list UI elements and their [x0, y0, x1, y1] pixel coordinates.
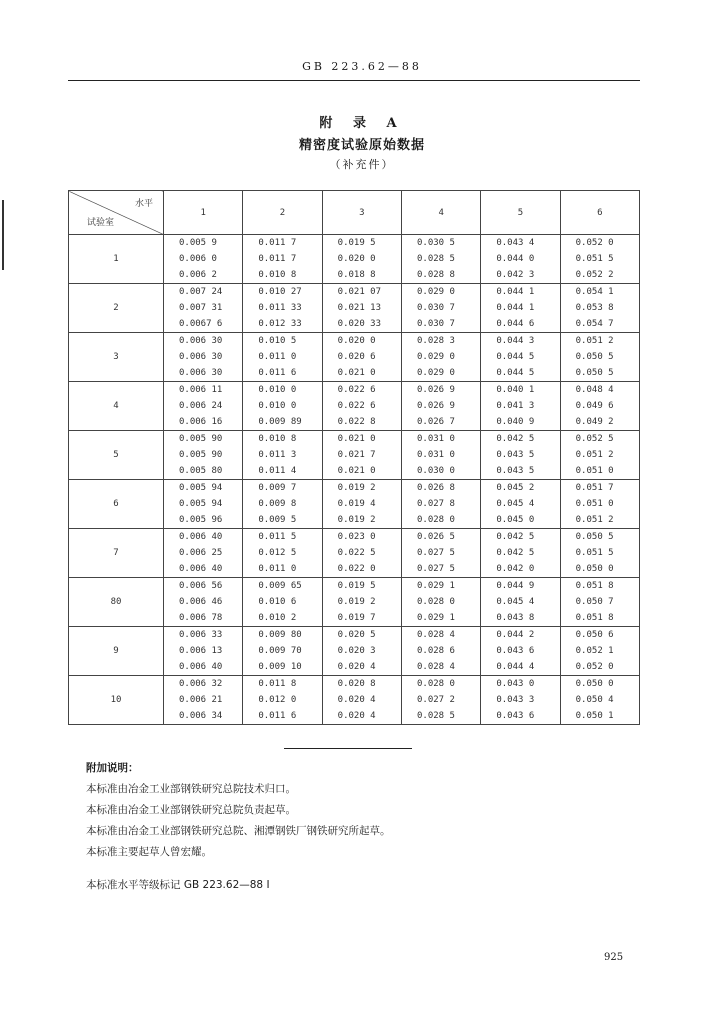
- measurement-value: 0.050 1: [575, 711, 614, 721]
- measurement-value: 0.050 5: [575, 352, 614, 362]
- measurement-value: 0.043 8: [496, 613, 535, 623]
- measurement-value: 0.031 0: [416, 434, 455, 444]
- measurement-value: 0.028 8: [416, 270, 455, 280]
- measurement-cell: [322, 284, 401, 333]
- measurement-cell: [243, 431, 322, 480]
- measurement-value: 0.011 0: [258, 352, 297, 362]
- measurement-value: 0.010 8: [258, 270, 297, 280]
- measurement-cell: [243, 333, 322, 382]
- measurement-value: 0.050 5: [575, 532, 614, 542]
- measurement-value: 0.051 8: [575, 613, 614, 623]
- measurement-value: 0.051 0: [575, 466, 614, 476]
- measurement-value: 0.010 27: [258, 287, 302, 297]
- measurement-value: 0.029 0: [416, 368, 455, 378]
- measurement-value: 0.006 56: [179, 581, 223, 591]
- measurement-value: 0.029 0: [416, 287, 455, 297]
- measurement-value: 0.009 10: [258, 662, 302, 672]
- measurement-value: 0.006 25: [179, 548, 223, 558]
- measurement-value: 0.006 0: [179, 254, 217, 264]
- lab-label: 7: [69, 529, 164, 578]
- measurement-value: 0.044 2: [496, 630, 535, 640]
- measurement-value: 0.011 6: [258, 368, 297, 378]
- measurement-value: 0.050 5: [575, 368, 614, 378]
- measurement-cell: [401, 382, 480, 431]
- measurement-value: 0.006 40: [179, 564, 223, 574]
- measurement-value: 0.026 9: [416, 401, 455, 411]
- measurement-value: 0.022 5: [337, 548, 376, 558]
- measurement-value: 0.020 4: [337, 662, 376, 672]
- note-line: 本标准由冶金工业部钢铁研究总院、湘潭钢铁厂钢铁研究所起草。: [86, 825, 391, 837]
- measurement-cell: [401, 431, 480, 480]
- measurement-value: 0.042 5: [496, 532, 535, 542]
- measurement-value: 0.051 0: [575, 499, 614, 509]
- measurement-cell: [243, 284, 322, 333]
- measurement-value: 0.026 7: [416, 417, 455, 427]
- measurement-value: 0.043 6: [496, 646, 535, 656]
- measurement-value: 0.031 0: [416, 450, 455, 460]
- measurement-cell: [481, 676, 560, 725]
- level-header: 4: [401, 191, 480, 235]
- binding-mark: [2, 200, 4, 270]
- measurement-value: 0.006 30: [179, 336, 223, 346]
- measurement-value: 0.011 3: [258, 450, 297, 460]
- measurement-value: 0.022 6: [337, 385, 376, 395]
- measurement-value: 0.012 5: [258, 548, 297, 558]
- measurement-value: 0.006 11: [179, 385, 223, 395]
- measurement-value: 0.043 5: [496, 466, 535, 476]
- measurement-value: 0.018 8: [337, 270, 376, 280]
- measurement-cell: [560, 431, 639, 480]
- measurement-value: 0.019 2: [337, 483, 376, 493]
- measurement-cell: [322, 235, 401, 284]
- measurement-value: 0.005 90: [179, 450, 223, 460]
- measurement-value: 0.028 0: [416, 597, 455, 607]
- measurement-value: 0.006 33: [179, 630, 223, 640]
- measurement-value: 0.043 3: [496, 695, 535, 705]
- measurement-cell: [322, 529, 401, 578]
- measurement-value: 0.042 5: [496, 434, 535, 444]
- lab-label: 1: [69, 235, 164, 284]
- measurement-value: 0.044 9: [496, 581, 535, 591]
- note-line: 本标准由冶金工业部钢铁研究总院负责起草。: [86, 804, 296, 816]
- appendix-note: （补充件）: [329, 158, 395, 171]
- lab-label: 80: [69, 578, 164, 627]
- measurement-value: 0.011 4: [258, 466, 297, 476]
- measurement-value: 0.006 21: [179, 695, 223, 705]
- measurement-cell: [401, 235, 480, 284]
- measurement-value: 0.051 2: [575, 450, 614, 460]
- measurement-cell: [322, 676, 401, 725]
- measurement-value: 0.045 4: [496, 499, 535, 509]
- measurement-cell: [481, 284, 560, 333]
- measurement-value: 0.021 7: [337, 450, 376, 460]
- measurement-value: 0.028 5: [416, 711, 455, 721]
- measurement-cell: [560, 529, 639, 578]
- measurement-cell: [322, 333, 401, 382]
- measurement-value: 0.007 24: [179, 287, 223, 297]
- measurement-value: 0.020 3: [337, 646, 376, 656]
- measurement-value: 0.042 0: [496, 564, 535, 574]
- appendix-subtitle: 精密度试验原始数据: [298, 138, 425, 153]
- measurement-value: 0.052 0: [575, 238, 614, 248]
- measurement-value: 0.009 70: [258, 646, 302, 656]
- measurement-value: 0.045 4: [496, 597, 535, 607]
- measurement-value: 0.006 30: [179, 352, 223, 362]
- measurement-value: 0.006 40: [179, 662, 223, 672]
- measurement-value: 0.027 2: [416, 695, 455, 705]
- measurement-value: 0.006 34: [179, 711, 223, 721]
- measurement-cell: [560, 578, 639, 627]
- measurement-value: 0.010 2: [258, 613, 297, 623]
- measurement-value: 0.005 94: [179, 499, 223, 509]
- measurement-value: 0.052 2: [575, 270, 614, 280]
- lab-row: [69, 284, 640, 333]
- measurement-cell: [164, 431, 243, 480]
- level-header: 6: [560, 191, 639, 235]
- measurement-value: 0.022 0: [337, 564, 376, 574]
- measurement-cell: [164, 578, 243, 627]
- measurement-value: 0.040 9: [496, 417, 535, 427]
- measurement-value: 0.028 0: [416, 679, 455, 689]
- measurement-value: 0.044 6: [496, 319, 535, 329]
- measurement-value: 0.045 2: [496, 483, 535, 493]
- measurement-value: 0.041 3: [496, 401, 535, 411]
- measurement-value: 0.044 1: [496, 287, 535, 297]
- measurement-value: 0.043 6: [496, 711, 535, 721]
- measurement-cell: [401, 578, 480, 627]
- measurement-value: 0.011 5: [258, 532, 297, 542]
- measurement-value: 0.021 0: [337, 466, 376, 476]
- measurement-value: 0.006 46: [179, 597, 223, 607]
- lab-row: [69, 333, 640, 382]
- measurement-value: 0.020 5: [337, 630, 376, 640]
- measurement-value: 0.050 7: [575, 597, 614, 607]
- measurement-value: 0.009 89: [258, 417, 302, 427]
- lab-row: [69, 578, 640, 627]
- measurement-cell: [560, 284, 639, 333]
- lab-label: 2: [69, 284, 164, 333]
- measurement-value: 0.009 65: [258, 581, 302, 591]
- measurement-value: 0.044 0: [496, 254, 535, 264]
- measurement-value: 0.051 2: [575, 336, 614, 346]
- measurement-value: 0.022 8: [337, 417, 376, 427]
- lab-row: [69, 627, 640, 676]
- measurement-value: 0.020 8: [337, 679, 376, 689]
- measurement-value: 0.006 16: [179, 417, 223, 427]
- measurement-value: 0.026 5: [416, 532, 455, 542]
- measurement-cell: [481, 235, 560, 284]
- measurement-value: 0.011 7: [258, 254, 297, 264]
- measurement-value: 0.010 0: [258, 401, 297, 411]
- measurement-cell: [243, 627, 322, 676]
- measurement-value: 0.006 78: [179, 613, 223, 623]
- measurement-value: 0.050 0: [575, 564, 614, 574]
- note-line: 本标准由冶金工业部钢铁研究总院技术归口。: [86, 783, 296, 795]
- measurement-value: 0.051 7: [575, 483, 614, 493]
- measurement-value: 0.011 8: [258, 679, 297, 689]
- measurement-value: 0.030 0: [416, 466, 455, 476]
- measurement-cell: [164, 382, 243, 431]
- measurement-value: 0.028 3: [416, 336, 455, 346]
- measurement-value: 0.054 1: [575, 287, 614, 297]
- measurement-value: 0.020 0: [337, 336, 376, 346]
- measurement-value: 0.010 6: [258, 597, 297, 607]
- measurement-value: 0.0067 6: [179, 319, 223, 329]
- measurement-value: 0.028 6: [416, 646, 455, 656]
- page-number: 925: [604, 952, 624, 963]
- notes-title: 附加说明：: [86, 762, 139, 774]
- measurement-value: 0.050 6: [575, 630, 614, 640]
- measurement-cell: [401, 627, 480, 676]
- measurement-value: 0.044 4: [496, 662, 535, 672]
- measurement-value: 0.006 2: [179, 270, 217, 280]
- measurement-cell: [243, 529, 322, 578]
- lab-row: [69, 235, 640, 284]
- measurement-value: 0.007 31: [179, 303, 223, 313]
- measurement-cell: [560, 333, 639, 382]
- measurement-cell: [243, 578, 322, 627]
- measurement-value: 0.011 33: [258, 303, 302, 313]
- measurement-value: 0.026 9: [416, 385, 455, 395]
- measurement-cell: [481, 382, 560, 431]
- measurement-cell: [481, 578, 560, 627]
- measurement-value: 0.006 24: [179, 401, 223, 411]
- measurement-value: 0.030 5: [416, 238, 455, 248]
- measurement-cell: [164, 235, 243, 284]
- measurement-value: 0.020 4: [337, 695, 376, 705]
- measurement-value: 0.019 5: [337, 238, 376, 248]
- measurement-value: 0.006 30: [179, 368, 223, 378]
- note-line: 本标准主要起草人曾宏耀。: [86, 846, 212, 858]
- lab-label: 6: [69, 480, 164, 529]
- corner-lab-label: 试验室: [87, 218, 115, 228]
- measurement-value: 0.020 0: [337, 254, 376, 264]
- measurement-value: 0.010 5: [258, 336, 297, 346]
- measurement-cell: [164, 676, 243, 725]
- lab-label: 4: [69, 382, 164, 431]
- measurement-value: 0.021 07: [337, 287, 382, 297]
- level-header: 3: [322, 191, 401, 235]
- measurement-value: 0.011 6: [258, 711, 297, 721]
- measurement-value: 0.019 2: [337, 515, 376, 525]
- level-header: 2: [243, 191, 322, 235]
- measurement-value: 0.028 5: [416, 254, 455, 264]
- measurement-cell: [164, 529, 243, 578]
- measurement-value: 0.009 80: [258, 630, 302, 640]
- measurement-value: 0.027 5: [416, 548, 455, 558]
- measurement-cell: [481, 431, 560, 480]
- measurement-value: 0.005 94: [179, 483, 223, 493]
- measurement-value: 0.005 90: [179, 434, 223, 444]
- measurement-cell: [481, 627, 560, 676]
- measurement-value: 0.012 33: [258, 319, 302, 329]
- level-header: 1: [164, 191, 243, 235]
- measurement-value: 0.043 4: [496, 238, 535, 248]
- measurement-value: 0.040 1: [496, 385, 535, 395]
- measurement-cell: [322, 382, 401, 431]
- measurement-value: 0.021 0: [337, 434, 376, 444]
- measurement-cell: [401, 529, 480, 578]
- measurement-value: 0.022 6: [337, 401, 376, 411]
- measurement-cell: [322, 480, 401, 529]
- measurement-value: 0.051 8: [575, 581, 614, 591]
- measurement-value: 0.012 0: [258, 695, 297, 705]
- measurement-value: 0.019 5: [337, 581, 376, 591]
- measurement-value: 0.054 7: [575, 319, 614, 329]
- measurement-cell: [401, 333, 480, 382]
- measurement-cell: [560, 480, 639, 529]
- measurement-value: 0.053 8: [575, 303, 614, 313]
- measurement-cell: [243, 382, 322, 431]
- measurement-value: 0.020 4: [337, 711, 376, 721]
- measurement-cell: [481, 333, 560, 382]
- lab-label: 9: [69, 627, 164, 676]
- measurement-value: 0.010 0: [258, 385, 297, 395]
- measurement-cell: [560, 382, 639, 431]
- measurement-value: 0.028 4: [416, 662, 455, 672]
- measurement-value: 0.026 8: [416, 483, 455, 493]
- precision-data-table: [68, 190, 640, 725]
- additional-notes: [86, 760, 391, 863]
- measurement-value: 0.020 33: [337, 319, 382, 329]
- measurement-value: 0.005 80: [179, 466, 223, 476]
- measurement-cell: [322, 578, 401, 627]
- measurement-value: 0.020 6: [337, 352, 376, 362]
- measurement-value: 0.011 0: [258, 564, 297, 574]
- measurement-cell: [401, 676, 480, 725]
- measurement-value: 0.028 0: [416, 515, 455, 525]
- measurement-cell: [401, 480, 480, 529]
- measurement-cell: [164, 284, 243, 333]
- measurement-value: 0.029 1: [416, 613, 455, 623]
- measurement-value: 0.029 1: [416, 581, 455, 591]
- measurement-value: 0.044 1: [496, 303, 535, 313]
- measurement-cell: [243, 480, 322, 529]
- measurement-value: 0.051 5: [575, 254, 614, 264]
- measurement-cell: [481, 529, 560, 578]
- measurement-value: 0.052 0: [575, 662, 614, 672]
- measurement-value: 0.042 5: [496, 548, 535, 558]
- standard-code-header: GB 223.62—88: [302, 60, 422, 73]
- measurement-value: 0.009 8: [258, 499, 297, 509]
- measurement-cell: [401, 284, 480, 333]
- measurement-cell: [560, 235, 639, 284]
- measurement-value: 0.006 32: [179, 679, 223, 689]
- measurement-value: 0.043 5: [496, 450, 535, 460]
- appendix-title: 附 录 A: [319, 116, 405, 131]
- measurement-value: 0.052 1: [575, 646, 614, 656]
- measurement-value: 0.050 0: [575, 679, 614, 689]
- measurement-value: 0.029 0: [416, 352, 455, 362]
- lab-row: [69, 431, 640, 480]
- separator-rule: [284, 748, 412, 749]
- measurement-value: 0.045 0: [496, 515, 535, 525]
- measurement-value: 0.044 5: [496, 352, 535, 362]
- measurement-value: 0.042 3: [496, 270, 535, 280]
- measurement-value: 0.052 5: [575, 434, 614, 444]
- measurement-value: 0.051 2: [575, 515, 614, 525]
- measurement-cell: [481, 480, 560, 529]
- measurement-cell: [243, 235, 322, 284]
- measurement-cell: [560, 627, 639, 676]
- measurement-value: 0.043 0: [496, 679, 535, 689]
- measurement-value: 0.009 7: [258, 483, 297, 493]
- measurement-value: 0.028 4: [416, 630, 455, 640]
- level-header: 5: [481, 191, 560, 235]
- measurement-cell: [164, 333, 243, 382]
- lab-row: [69, 676, 640, 725]
- measurement-value: 0.049 2: [575, 417, 614, 427]
- measurement-value: 0.005 9: [179, 238, 217, 248]
- lab-row: [69, 480, 640, 529]
- lab-row: [69, 529, 640, 578]
- measurement-value: 0.010 8: [258, 434, 297, 444]
- header-rule: [68, 80, 640, 81]
- measurement-value: 0.049 6: [575, 401, 614, 411]
- corner-level-label: 水平: [134, 199, 153, 209]
- measurement-cell: [322, 431, 401, 480]
- measurement-value: 0.030 7: [416, 319, 455, 329]
- measurement-value: 0.021 13: [337, 303, 382, 313]
- measurement-value: 0.050 4: [575, 695, 614, 705]
- measurement-value: 0.030 7: [416, 303, 455, 313]
- measurement-value: 0.027 8: [416, 499, 455, 509]
- measurement-value: 0.019 2: [337, 597, 376, 607]
- measurement-cell: [560, 676, 639, 725]
- measurement-value: 0.006 13: [179, 646, 223, 656]
- measurement-cell: [164, 480, 243, 529]
- measurement-cell: [322, 627, 401, 676]
- measurement-value: 0.019 4: [337, 499, 376, 509]
- measurement-value: 0.044 5: [496, 368, 535, 378]
- measurement-value: 0.021 0: [337, 368, 376, 378]
- table-header-row: [69, 191, 640, 235]
- measurement-cell: [243, 676, 322, 725]
- lab-label: 5: [69, 431, 164, 480]
- measurement-value: 0.027 5: [416, 564, 455, 574]
- measurement-value: 0.009 5: [258, 515, 297, 525]
- measurement-value: 0.051 5: [575, 548, 614, 558]
- measurement-value: 0.048 4: [575, 385, 614, 395]
- measurement-cell: [164, 627, 243, 676]
- lab-row: [69, 382, 640, 431]
- standard-level-mark: 本标准水平等级标记 GB 223.62—88 Ⅰ: [86, 879, 270, 891]
- measurement-value: 0.019 7: [337, 613, 376, 623]
- measurement-value: 0.005 96: [179, 515, 223, 525]
- table-corner-cell: [69, 191, 164, 235]
- measurement-value: 0.044 3: [496, 336, 535, 346]
- measurement-value: 0.006 40: [179, 532, 223, 542]
- measurement-value: 0.011 7: [258, 238, 297, 248]
- measurement-value: 0.023 0: [337, 532, 376, 542]
- lab-label: 3: [69, 333, 164, 382]
- lab-label: 10: [69, 676, 164, 725]
